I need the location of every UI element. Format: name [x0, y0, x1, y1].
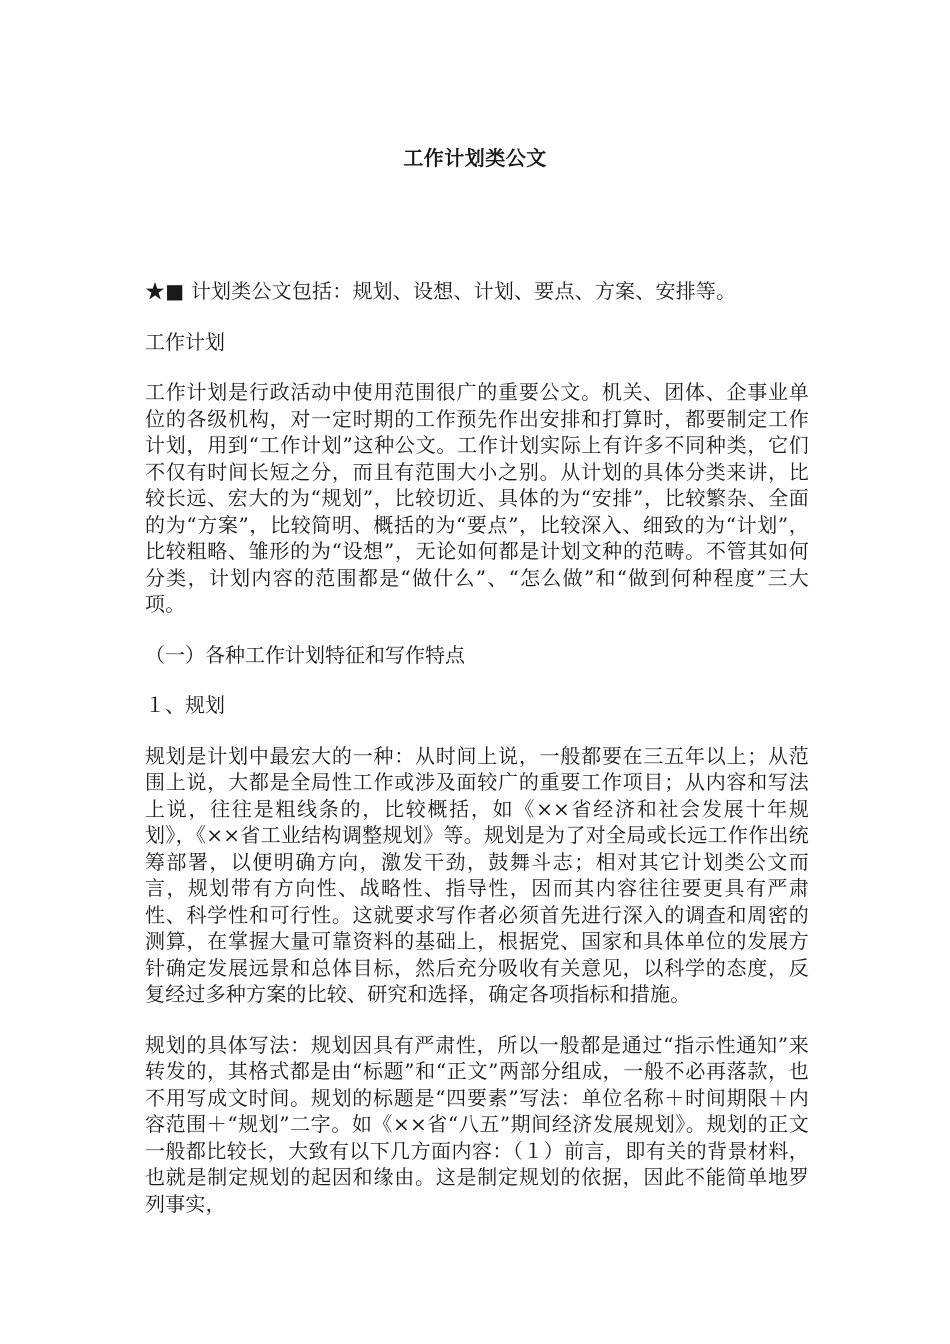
paragraph-work-plan: 工作计划是行政活动中使用范围很广的重要公文。机关、团体、企事业单位的各级机构，对一定时期的工作预先作出安排和打算时，都要制定工作计划，用到“工作计划”这种公文。工作计划实际上有许多不同种类，它们不仅有时间长短之分，而且有范围大小之别。从计划的具体分类来讲，比较长远、宏大的为“规划”，比较切近、具体的为“安排”，比较繁杂、全面的为“方案”，比较简明、概括的为“要点”，比较深入、细致的为“计划”，比较粗略、雏形的为“设想”，无论如何都是计划文种的范畴。不管其如何分类，计划内容的范围都是“做什么”、“怎么做”和“做到何种程度”三大项。 — [145, 380, 809, 616]
subsection-heading-planning: １、规划 — [145, 693, 225, 717]
paragraph-planning-writing: 规划的具体写法：规划因具有严肃性，所以一般都是通过“指示性通知”来转发的，其格式都是由“标题”和“正文”两部分组成，一般不必再落款，也不用写成文时间。规划的标题是“四要素”写法：单位名称＋时间期限＋内容范围＋“规划”二字。如《××省“八五”期间经济发展规划》。规划的正文一般都比较长，大致有以下几方面内容：（１）前言，即有关的背景材料，也就是制定规划的起因和缘由。这是制定规划的依据，因此不能简单地罗列事实， — [145, 1032, 809, 1216]
paragraph-planning: 规划是计划中最宏大的一种：从时间上说，一般都要在三五年以上；从范围上说，大都是全局性工作或涉及面较广的重要工作项目；从内容和写法上说，往往是粗线条的，比较概括，如《××省经济和社会发展十年规划》，《××省工业结构调整规划》等。规划是为了对全局或长远工作作出统筹部署，以便明确方向，激发干劲，鼓舞斗志；相对其它计划类公文而言，规划带有方向性、战略性、指导性，因而其内容往往要更具有严肃性、科学性和可行性。这就要求写作者必须首先进行深入的调查和周密的测算，在掌握大量可靠资料的基础上，根据党、国家和具体单位的发展方针确定发展远景和总体目标，然后充分吸收有关意见，以科学的态度，反复经过多种方案的比较、研究和选择，确定各项指标和措施。 — [145, 743, 809, 1006]
document-title: 工作计划类公文 — [403, 146, 547, 170]
intro-paragraph — [145, 278, 809, 305]
intro-text: 计划类公文包括：规划、设想、计划、要点、方案、安排等。 — [190, 279, 737, 303]
document-body — [145, 278, 809, 1241]
star-square-icon: ★■ — [145, 279, 185, 303]
heading-work-plan: 工作计划 — [145, 329, 225, 354]
section-heading-1: （一）各种工作计划特征和写作特点 — [145, 642, 465, 667]
